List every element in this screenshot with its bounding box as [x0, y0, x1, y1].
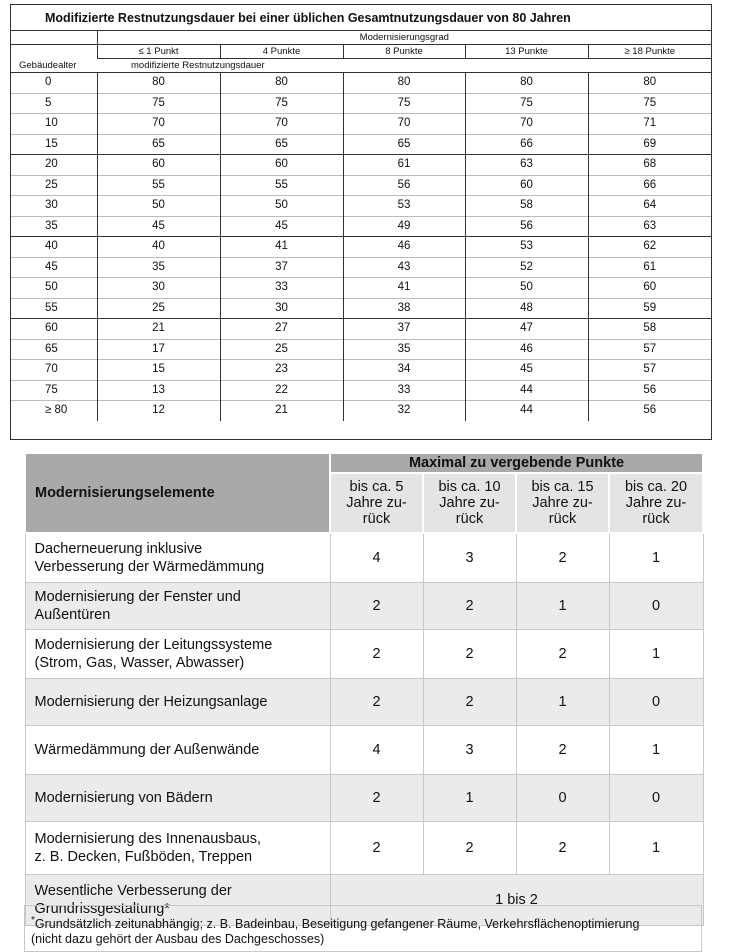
table2-row — [25, 583, 703, 630]
table2-col-header — [609, 473, 703, 533]
table2-points-cell: 0 — [609, 583, 703, 630]
table1-row — [11, 175, 711, 196]
table1-value-cell: 70 — [97, 114, 220, 135]
table1-group-header: Modernisierungsgrad — [97, 31, 711, 45]
table2-element-name-line: Wesentliche Verbesserung der — [34, 883, 232, 899]
table1-value-cell: 65 — [220, 134, 343, 155]
table2-points-cell: 0 — [516, 775, 609, 822]
table1-age-cell: 40 — [11, 237, 97, 258]
table2-element-name-line: Modernisierung der Leitungssysteme — [34, 637, 273, 653]
table1-value-cell: 57 — [588, 339, 711, 360]
table1-row — [11, 360, 711, 381]
table1-value-cell: 45 — [97, 216, 220, 237]
table2-row — [25, 533, 703, 583]
table1-value-cell: 15 — [97, 360, 220, 381]
table2-group-header: Maximal zu vergebende Punkte — [330, 453, 703, 473]
table2-points-cell: 2 — [423, 822, 516, 875]
table1-value-cell: 35 — [97, 257, 220, 278]
table1-age-header: Gebäudealter — [11, 45, 97, 73]
table2-element-name — [25, 775, 330, 822]
table1-value-cell: 34 — [343, 360, 465, 381]
table1-value-cell: 21 — [97, 319, 220, 340]
table2-row — [25, 679, 703, 726]
table1-age-cell: 10 — [11, 114, 97, 135]
table2-footnote — [24, 905, 702, 952]
table2-points-span-cell: 1 bis 2 — [330, 875, 703, 926]
table2-points-cell: 4 — [330, 533, 423, 583]
table1-value-cell: 45 — [220, 216, 343, 237]
table2-col-header-line: bis ca. 15 — [531, 479, 594, 495]
table2-col-header-line: bis ca. 10 — [438, 479, 501, 495]
table2-element-name — [25, 726, 330, 775]
table1-row — [11, 196, 711, 217]
table1-value-cell: 37 — [343, 319, 465, 340]
table1-value-cell: 55 — [220, 175, 343, 196]
table1-value-cell: 33 — [220, 278, 343, 299]
table2-points-cell: 1 — [423, 775, 516, 822]
table1-value-cell: 43 — [343, 257, 465, 278]
table2-points-cell: 1 — [609, 822, 703, 875]
table2-points-cell: 3 — [423, 533, 516, 583]
table1-value-cell: 37 — [220, 257, 343, 278]
table2-element-name — [25, 533, 330, 583]
table1-value-cell: 12 — [97, 401, 220, 421]
table1-value-cell: 57 — [588, 360, 711, 381]
table1-value-cell: 50 — [465, 278, 588, 299]
table1-value-cell: 47 — [465, 319, 588, 340]
table1-value-cell: 75 — [220, 93, 343, 114]
table2-points-cell: 2 — [330, 679, 423, 726]
table2-col-header-line: Jahre zu- — [439, 495, 500, 511]
table2-points-cell: 2 — [423, 630, 516, 679]
table1-age-cell: 75 — [11, 380, 97, 401]
table1-age-cell: 45 — [11, 257, 97, 278]
table1-row — [11, 114, 711, 135]
table1-value-cell: 80 — [97, 73, 220, 94]
table1-col-header: 8 Punkte — [343, 45, 465, 59]
table1-col-header: ≥ 18 Punkte — [588, 45, 711, 59]
table1-value-cell: 30 — [220, 298, 343, 319]
table1-value-cell: 38 — [343, 298, 465, 319]
table1-value-cell: 53 — [465, 237, 588, 258]
table1-value-cell: 46 — [343, 237, 465, 258]
table2-element-name-line: Außentüren — [34, 607, 111, 623]
table2-main-header: Modernisierungselemente — [25, 453, 330, 533]
table1-value-cell: 61 — [343, 155, 465, 176]
table2-element-name — [25, 583, 330, 630]
table1-title: Modifizierte Restnutzungsdauer bei einer üblichen Gesamtnutzungsdauer von 80 Jahren — [45, 11, 571, 25]
modernisierung-table — [24, 452, 704, 926]
table1-value-cell: 60 — [588, 278, 711, 299]
table2-col-header-line: rück — [362, 511, 391, 527]
table1-age-cell: 5 — [11, 93, 97, 114]
table1-value-cell: 33 — [343, 380, 465, 401]
table1-col-header: 4 Punkte — [220, 45, 343, 59]
table1-value-cell: 52 — [465, 257, 588, 278]
table2-points-cell: 1 — [609, 726, 703, 775]
table1-value-cell: 25 — [97, 298, 220, 319]
table2-element-name-line: Wärmedämmung der Außenwände — [34, 742, 260, 758]
table2-points-cell: 2 — [516, 630, 609, 679]
table1-value-cell: 75 — [343, 93, 465, 114]
table1-value-cell: 40 — [97, 237, 220, 258]
table1-value-cell: 60 — [465, 175, 588, 196]
table1-value-cell: 60 — [220, 155, 343, 176]
table1-value-cell: 44 — [465, 401, 588, 421]
table2-row — [25, 775, 703, 822]
table1-value-cell: 80 — [588, 73, 711, 94]
table1-value-cell: 17 — [97, 339, 220, 360]
table1-value-cell: 48 — [465, 298, 588, 319]
table1-value-cell: 63 — [588, 216, 711, 237]
table1-value-cell: 75 — [588, 93, 711, 114]
table1-row — [11, 278, 711, 299]
table1-age-cell: 65 — [11, 339, 97, 360]
table2-points-cell: 0 — [609, 679, 703, 726]
table1-value-cell: 27 — [220, 319, 343, 340]
table2-element-name-line: Grundrissgestaltung* — [34, 901, 170, 917]
table1-age-cell: 25 — [11, 175, 97, 196]
table1-row — [11, 93, 711, 114]
table2-points-cell: 2 — [516, 533, 609, 583]
table2-points-cell: 2 — [516, 822, 609, 875]
table1-value-cell: 70 — [220, 114, 343, 135]
table1-age-cell: 35 — [11, 216, 97, 237]
table1-value-cell: 64 — [588, 196, 711, 217]
table2-col-header-line: bis ca. 5 — [349, 479, 404, 495]
table2-points-cell: 3 — [423, 726, 516, 775]
table1-value-cell: 53 — [343, 196, 465, 217]
table1-value-cell: 56 — [588, 380, 711, 401]
table1-value-cell: 30 — [97, 278, 220, 299]
table2-col-header-line: bis ca. 20 — [624, 479, 688, 495]
table1-value-cell: 66 — [588, 175, 711, 196]
table1-value-cell: 58 — [465, 196, 588, 217]
table1-row — [11, 134, 711, 155]
table2-col-header-line: rück — [548, 511, 577, 527]
table1-value-cell: 13 — [97, 380, 220, 401]
table1-value-cell: 80 — [465, 73, 588, 94]
table1-row — [11, 298, 711, 319]
table2-element-name-line: Dacherneuerung inklusive — [34, 541, 203, 557]
table1-value-cell: 65 — [97, 134, 220, 155]
table1-value-cell: 80 — [343, 73, 465, 94]
table2-points-cell: 4 — [330, 726, 423, 775]
table2-points-cell: 2 — [330, 583, 423, 630]
table2-points-cell: 1 — [516, 583, 609, 630]
table1-value-cell: 21 — [220, 401, 343, 421]
table1-col-header: ≤ 1 Punkt — [97, 45, 220, 59]
table1-value-cell: 59 — [588, 298, 711, 319]
table1-value-cell: 75 — [465, 93, 588, 114]
table2-element-name — [25, 822, 330, 875]
table1-value-cell: 41 — [220, 237, 343, 258]
table1-value-cell: 69 — [588, 134, 711, 155]
table1-value-cell: 23 — [220, 360, 343, 381]
table2-element-name-line: Modernisierung des Innenausbaus, — [34, 831, 262, 847]
table2-points-cell: 2 — [330, 775, 423, 822]
footnote-marker: * — [31, 915, 35, 926]
table1-value-cell: 56 — [343, 175, 465, 196]
table2-element-name-line: Modernisierung der Heizungsanlage — [34, 694, 268, 710]
table1-value-cell: 32 — [343, 401, 465, 421]
table2-col-header — [516, 473, 609, 533]
table1-value-cell: 56 — [465, 216, 588, 237]
table1-value-cell: 75 — [97, 93, 220, 114]
table1-value-cell: 63 — [465, 155, 588, 176]
table2-col-header-line: Jahre zu- — [532, 495, 593, 511]
table1-age-cell: ≥ 80 — [11, 401, 97, 421]
footnote-line2: (nicht dazu gehört der Ausbau des Dachgeschosses) — [31, 932, 325, 947]
restnutzungsdauer-table — [10, 4, 712, 440]
table1-value-cell: 56 — [588, 401, 711, 421]
table1-value-cell: 60 — [97, 155, 220, 176]
table2-element-name-line: Modernisierung von Bädern — [34, 790, 213, 806]
table2-points-cell: 2 — [330, 822, 423, 875]
table2-row — [25, 726, 703, 775]
table2-col-header — [423, 473, 516, 533]
table1-row — [11, 216, 711, 237]
table2-points-cell: 2 — [330, 630, 423, 679]
table1-value-cell: 71 — [588, 114, 711, 135]
table2-element-name-line: (Strom, Gas, Wasser, Abwasser) — [34, 655, 245, 671]
table1-age-cell: 50 — [11, 278, 97, 299]
table2-points-cell: 2 — [423, 679, 516, 726]
table1-grid — [11, 30, 711, 421]
table1-value-cell: 55 — [97, 175, 220, 196]
table1-row — [11, 339, 711, 360]
table2-col-header-line: Jahre zu- — [625, 495, 687, 511]
table2-element-name — [25, 679, 330, 726]
table2-col-header-line: rück — [455, 511, 484, 527]
table1-sub-header: modifizierte Restnutzungsdauer — [97, 59, 711, 73]
table1-value-cell: 46 — [465, 339, 588, 360]
table1-age-cell: 20 — [11, 155, 97, 176]
table1-row — [11, 319, 711, 340]
table1-value-cell: 50 — [97, 196, 220, 217]
table1-value-cell: 44 — [465, 380, 588, 401]
table1-age-cell: 0 — [11, 73, 97, 94]
table2-col-header-line: rück — [642, 511, 670, 527]
table1-value-cell: 68 — [588, 155, 711, 176]
table1-value-cell: 41 — [343, 278, 465, 299]
table1-age-cell: 15 — [11, 134, 97, 155]
table1-value-cell: 35 — [343, 339, 465, 360]
table1-row — [11, 380, 711, 401]
table1-value-cell: 58 — [588, 319, 711, 340]
table1-value-cell: 49 — [343, 216, 465, 237]
table2-points-cell: 1 — [609, 533, 703, 583]
table1-value-cell: 66 — [465, 134, 588, 155]
table1-value-cell: 70 — [343, 114, 465, 135]
table1-value-cell: 22 — [220, 380, 343, 401]
table2-element-name-line: Verbesserung der Wärmedämmung — [34, 559, 265, 575]
table1-value-cell: 25 — [220, 339, 343, 360]
table2-element-name-line: Modernisierung der Fenster und — [34, 589, 241, 605]
table1-row — [11, 155, 711, 176]
table1-row — [11, 257, 711, 278]
table1-value-cell: 80 — [220, 73, 343, 94]
table2-points-cell: 2 — [516, 726, 609, 775]
table1-row — [11, 237, 711, 258]
table1-header-blank — [11, 31, 97, 45]
table1-row — [11, 73, 711, 94]
footnote-line1: Grundsätzlich zeitunabhängig; z. B. Badeinbau, Beseitigung gefangener Räume, Verkehrsflächenoptimierung — [34, 917, 640, 932]
table2-points-cell: 1 — [516, 679, 609, 726]
table1-value-cell: 62 — [588, 237, 711, 258]
table2-col-header — [330, 473, 423, 533]
table1-value-cell: 45 — [465, 360, 588, 381]
table1-value-cell: 61 — [588, 257, 711, 278]
table2-element-name-line: z. B. Decken, Fußböden, Treppen — [34, 849, 253, 865]
table2-col-header-line: Jahre zu- — [346, 495, 407, 511]
table2-points-cell: 1 — [609, 630, 703, 679]
table2-points-cell: 0 — [609, 775, 703, 822]
table1-age-cell: 60 — [11, 319, 97, 340]
table1-value-cell: 70 — [465, 114, 588, 135]
table2-element-name — [25, 630, 330, 679]
table1-value-cell: 50 — [220, 196, 343, 217]
table1-age-cell: 30 — [11, 196, 97, 217]
table1-age-cell: 55 — [11, 298, 97, 319]
table1-age-cell: 70 — [11, 360, 97, 381]
table1-value-cell: 65 — [343, 134, 465, 155]
table2-row — [25, 630, 703, 679]
table2-row — [25, 822, 703, 875]
table1-col-header: 13 Punkte — [465, 45, 588, 59]
table1-row — [11, 401, 711, 421]
table2-points-cell: 2 — [423, 583, 516, 630]
